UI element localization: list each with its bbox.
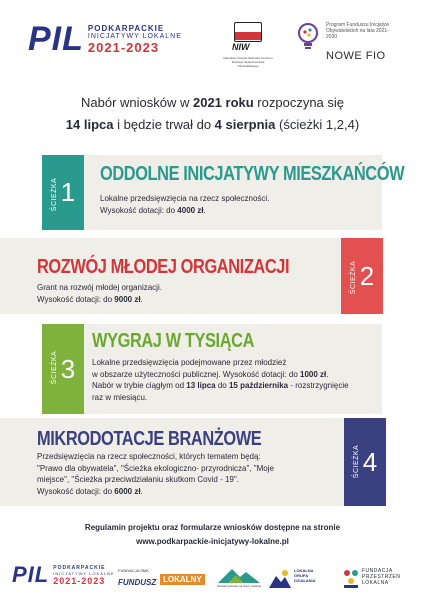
path-tab-label: ŚCIEŻKA (350, 260, 358, 295)
fund-logo-name: FUNDUSZ (118, 578, 157, 587)
footer-logos (0, 560, 425, 596)
path-description-line: Przedsięwzięcia na rzecz społeczności, których tematem będą: (37, 452, 261, 461)
grant-amount (92, 369, 377, 381)
grant-suffix: . (140, 486, 143, 496)
path-tab-2 (341, 238, 383, 314)
path-tab-3 (42, 324, 84, 414)
footer-pil-logo (12, 564, 115, 586)
schedule-text: Nabór w trybie ciągłym od (92, 381, 187, 390)
intro-paths-note: (ścieżki 1,2,4) (275, 117, 360, 132)
path-description-line: miejsce", "Ścieżka przeciwdziałaniu skutkom Covid - 19". (37, 475, 239, 484)
intro-start-date: 14 lipca (65, 117, 114, 132)
path-description-line: Lokalne przedsięwzięcia na rzecz społeczności. (100, 194, 270, 203)
path-number: 3 (60, 353, 76, 384)
przestrzen-lokalna-logo (342, 566, 418, 594)
path-description-line: raz w miesiącu. (92, 392, 148, 402)
grant-value: 9000 zł (114, 294, 141, 304)
pil-logo-line1: PODKARPACKIE (87, 23, 165, 33)
path-tab-4 (344, 418, 386, 506)
schedule-text: do (215, 381, 229, 390)
mountain-icon (216, 566, 262, 584)
path-description (92, 357, 377, 403)
path-card-4 (0, 418, 386, 506)
niw-logo (218, 20, 278, 66)
grant-value: 4000 zł (177, 205, 204, 215)
intro-text (0, 92, 425, 136)
pil-logo-mark: PIL (12, 562, 50, 587)
path-number: 4 (362, 446, 378, 477)
fps-logo-line: FUNDACJA (362, 568, 393, 574)
pil-logo (28, 22, 182, 56)
grant-label: w obszarze użyteczności publicznej. Wysokość dotacji: do (92, 369, 301, 379)
fio-logo-name: NOWE FIO (326, 50, 386, 62)
path-card-2 (0, 238, 383, 314)
path-number: 2 (359, 260, 375, 291)
intro-year: 2021 roku (192, 95, 254, 110)
lgd-logo (268, 566, 328, 594)
fund-logo-badge: LOKALNY (160, 574, 205, 585)
fio-logo-caption: Program Funduszu Inicjatyw Obywatelskich na lata 2021-2030 (326, 22, 390, 40)
grant-label: Wysokość dotacji: do (100, 205, 178, 215)
footer-regulations-note: Regulamin projektu oraz formularze wniosków dostępne na stronie (84, 523, 341, 532)
schedule-text: - rozstrzygnięcie (288, 381, 349, 390)
pil-logo-line2: INICJATYWY LOKALNE (53, 570, 115, 576)
pil-logo-line1: PODKARPACKIE (53, 564, 106, 571)
association-logo-caption: Stowarzyszenie na rzecz rozwoju (216, 584, 262, 588)
header-logos (0, 18, 425, 68)
path-title: ODDOLNE INICJATYWY MIESZKAŃCÓW (100, 163, 405, 185)
grant-suffix: . (326, 369, 329, 379)
lgd-logo-line: LOKALNA (294, 568, 314, 573)
path-description-line: "Prawo dla obywatela", "Ścieżka ekologiczno- przyrodnicza", "Moje (37, 463, 274, 473)
intro-end-date: 4 sierpnia (214, 117, 276, 132)
lightbulb-icon (296, 22, 320, 52)
path-tab-label: ŚCIEŻKA (51, 177, 59, 212)
grant-label: Wysokość dotacji: do (37, 486, 115, 496)
flag-icon (234, 22, 262, 42)
pil-logo-years: 2021-2023 (53, 575, 106, 586)
grant-value: 6000 zł (114, 486, 141, 496)
path-description (100, 193, 370, 216)
grant-amount (37, 486, 337, 498)
website-link[interactable]: www.podkarpackie-inicjatywy-lokalne.pl (136, 537, 289, 546)
path-card-3 (42, 324, 382, 414)
lgd-logo-line: GRUPA (294, 573, 309, 578)
path-title: MIKRODOTACJE BRANŻOWE (37, 428, 262, 450)
pil-logo-mark: PIL (28, 20, 84, 58)
niw-logo-subtitle: Narodowy Instytut Wolności Centrum Rozwoju Społeczeństwa Obywatelskiego (223, 56, 273, 68)
landscape-icon (268, 568, 292, 592)
grant-label: Wysokość dotacji: do (37, 294, 115, 304)
path-tab-label: ŚCIEŻKA (353, 444, 361, 479)
people-icon (342, 568, 360, 590)
intro-text-part: Nabór wniosków w (80, 95, 193, 110)
path-tab-1 (42, 155, 84, 230)
path-title: ROZWÓJ MŁODEJ ORGANIZACJI (37, 256, 290, 278)
intro-line-2 (0, 114, 425, 136)
intro-text-part: rozpoczyna się (253, 95, 345, 110)
path-card-1 (42, 155, 405, 230)
lgd-logo-line: DZIAŁANIA (294, 578, 316, 583)
fps-logo-line: PRZESTRZEŃ (362, 574, 401, 580)
fund-logo-caption: FUNDACJA SMK (118, 568, 149, 573)
path-title: WYGRAJ W TYSIĄCA (92, 330, 255, 352)
path-description (37, 451, 337, 497)
intro-line-1 (0, 92, 425, 114)
path-tab-label: ŚCIEŻKA (51, 350, 59, 385)
fio-logo (296, 20, 406, 66)
schedule-end: 15 października (228, 381, 289, 390)
intro-text-part: i będzie trwał do (113, 117, 215, 132)
intake-schedule (92, 380, 377, 392)
grant-amount (100, 205, 370, 217)
pil-logo-years: 2021-2023 (87, 39, 160, 55)
footer-text (0, 521, 425, 549)
grant-suffix: . (203, 205, 206, 215)
schedule-start: 13 lipca (186, 381, 216, 390)
path-number: 1 (60, 177, 76, 207)
path-description-line: Grant na rozwój młodej organizacji. (37, 283, 162, 292)
grant-value: 1000 zł (300, 369, 327, 379)
pil-logo-line2: INICJATYWY LOKALNE (87, 32, 182, 40)
fundusz-lokalny-logo (118, 568, 208, 594)
grant-suffix: . (140, 294, 143, 304)
niw-logo-name: NIW (232, 42, 250, 52)
fps-logo-line: LOKALNA (362, 580, 389, 586)
path-description-line: Lokalne przedsięwzięcia podejmowane przez młodzież (92, 358, 287, 367)
grant-amount (37, 294, 327, 306)
association-logo (216, 566, 262, 592)
path-description (37, 282, 327, 305)
